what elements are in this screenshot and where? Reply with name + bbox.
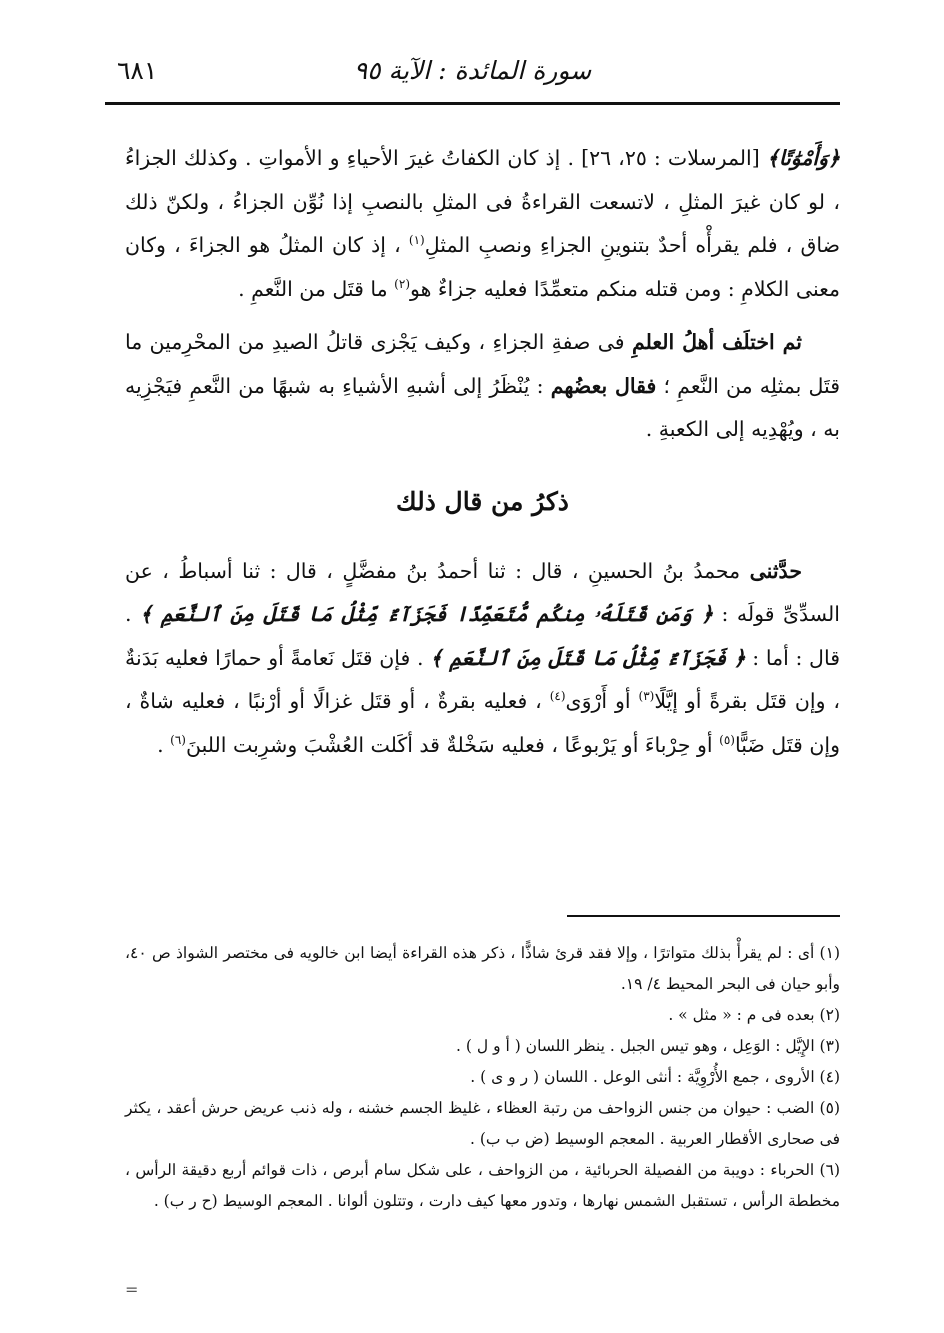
footnote-divider	[567, 915, 840, 917]
section-heading: ذكرُ من قال ذلك	[396, 486, 569, 516]
page-header	[105, 48, 840, 98]
paragraph-3	[125, 550, 840, 768]
bold-phrase: فقال بعضُهم	[550, 373, 657, 398]
running-title: سورة المائدة : الآية ٩٥	[353, 56, 592, 85]
footnote-ref: (١)	[408, 233, 425, 248]
footnote-ref: (٦)	[170, 732, 186, 747]
text-run: [المرسلات : ٢٥، ٢٦] . إذ كان الكفاتُ غيرَ الأحياءِ و الأمواتِ . وكذلك الجزاءُ ، لو كان غيرَ المثلِ ، لاتسعت القراءةُ فى المثلِ بالنصبِ إذا نُوِّن الجزاءُ ، ولكنّ ذلك ضاق ، فلم يقرأْه أحدٌ بتنوينِ الجزاءِ ونصبِ المثلِ	[125, 146, 840, 257]
footnote-5: (٥) الضب : حيوان من جنس الزواحف من رتبة العظاء ، غليظ الجسم خشنه ، وله ذنب عريض حرش أعقد ، يكثر فى صحارى الأقطار العربية . المعجم الوسيط (ض ب ب) .	[125, 1099, 840, 1148]
footnote-ref: (٤)	[549, 689, 566, 704]
footnote-ref: (٢)	[394, 276, 410, 291]
footnote-ref: (٥)	[719, 732, 735, 747]
text-run: . فإن قتَل نَعامةً أو حمارًا فعليه بَدَنةٌ ، وإن قتَل بقرةً أو إيَّلًا	[125, 645, 840, 713]
text-run: ما قتَل من النَّعمِ .	[238, 276, 395, 301]
quran-verse: ﴿ وَمَن قَتَلَهُۥ مِنكُم مُّتَعَمِّدًا فَجَزَآءٌ مِّثْلُ مَا قَتَلَ مِنَ ٱلنَّعَمِ ﴾	[139, 602, 714, 626]
footnote-3: (٣) الإِيَّل : الوَعِل ، وهو تيس الجبل . ينظر اللسان ( أ و ل ) .	[456, 1037, 840, 1055]
continuation-mark: =	[125, 1280, 139, 1299]
text-run: . قال : أما :	[125, 602, 840, 670]
paragraph-2	[125, 321, 840, 452]
header-divider	[105, 102, 840, 105]
bold-phrase: حدَّثنى	[749, 558, 802, 583]
footnote-4: (٤) الأروى ، جمع الأُرْوِيَّة : أنثى الوعل . اللسان ( ر و ى ) .	[470, 1068, 840, 1086]
quran-verse: ﴿وَأَمْوَٰتًا﴾	[766, 146, 840, 170]
main-text	[125, 137, 840, 767]
footnote-1: (١) أى : لم يقرأْ بذلك متواترًا ، وإلا فقد قرئ شاذًّا ، ذكر هذه القراءة أيضا ابن خالويه فى مختصر الشواذ ص ٤٠، وأبو حيان فى البحر المحيط ٤/ ١٩.	[125, 944, 840, 993]
footnote-6: (٦) الحرباء : دويبة من الفصيلة الحربائية ، من الزواحف ، على شكل سام أبرص ، ذات قوائم أربع دقيقة الرأس ، مخططة الرأس ، تستقبل الشمس نهارها ، وتدور معها كيف دارت ، وتتلون ألوانا . المعجم الوسيط (ح ر ب) .	[125, 1161, 840, 1210]
text-run: ، فعليه بقرةٌ ، أو قتَل غزالًا أو أرْنبًا ، فعليه شاةٌ ، وإن قتَل ضَبًّا	[125, 689, 840, 757]
text-run: .	[157, 732, 171, 757]
text-run: فى صفةِ الجزاءِ ، وكيف يَجْزى قاتلُ الصيدِ من المحْرِمين ما قتَل بمثلِه من النَّعمِ ؛	[125, 330, 841, 398]
page-number: ٦٨١	[117, 56, 158, 85]
text-run: أو أَرْوَى	[565, 689, 639, 713]
quran-verse: ﴿ فَجَزَآءٌ مِّثْلُ مَا قَتَلَ مِنَ ٱلنَّعَمِ ﴾	[430, 645, 746, 670]
text-run: ، إذ كان المثلُ هو الجزاءَ ، وكان معنى الكلامِ : ومن قتله منكم متعمِّدًا فعليه جزاءٌ هو	[125, 233, 840, 301]
text-run: : يُنْظَرُ إلى أشبهِ الأشياءِ به شبهًا من النَّعمِ فيَجْزِيه به ، ويُهْدِيه إلى الكعبةِ .	[125, 373, 840, 441]
text-run: محمدُ بنُ الحسينِ ، قال : ثنا أحمدُ بنُ مفضَّلٍ ، قال : ثنا أسباطُ ، عن السدِّىِّ قولَه :	[125, 558, 840, 626]
footnotes	[125, 938, 840, 1217]
bold-phrase: ثم اختلَف أهلُ العلمِ	[631, 330, 802, 354]
footnote-2: (٢) بعده فى م : « مثل » .	[668, 1006, 840, 1024]
footnote-ref: (٣)	[638, 689, 655, 704]
paragraph-1	[125, 137, 840, 311]
text-run: أو حِرْباءَ أو يَرْبوعًا ، فعليه سَخْلةٌ قد أكَلت العُشْبَ وشرِبت اللبنَ	[185, 732, 720, 757]
